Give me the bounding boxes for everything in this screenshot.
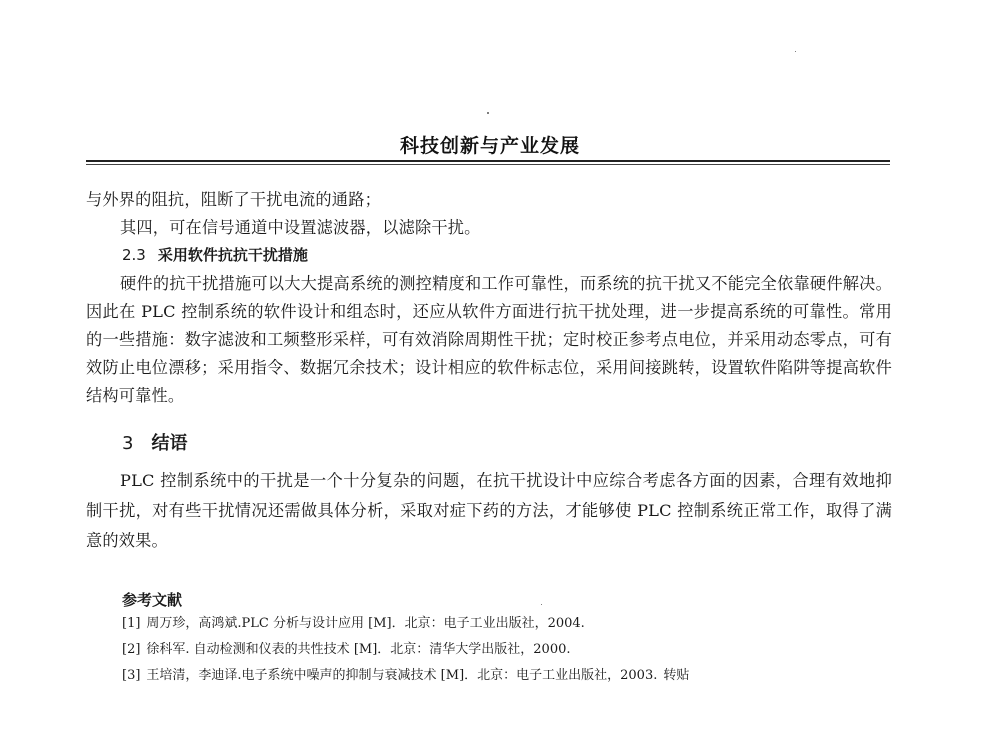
header-rule-thick bbox=[86, 160, 890, 162]
subsection-title: 采用软件抗抗干扰措施 bbox=[157, 246, 308, 264]
section-heading bbox=[122, 429, 187, 455]
subsection-number: 2.3 bbox=[122, 246, 146, 264]
reference-text: 徐科军. 自动检测和仪表的共性技术 [M]．北京：清华大学出版社，2000. bbox=[146, 642, 571, 657]
reference-index: [2] bbox=[122, 642, 141, 657]
reference-text: 周万珍，高鸿斌.PLC 分析与设计应用 [M]．北京：电子工业出版社，2004. bbox=[146, 616, 585, 631]
paragraph-conclusion: PLC 控制系统中的干扰是一个十分复杂的问题，在抗干扰设计中应综合考虑各方面的因素，合理有效地抑制干扰，对有些干扰情况还需做具体分析，采取对症下药的方法，才能够使 PLC 控制系统正常工作，取得了满意的效果。 bbox=[86, 471, 892, 550]
reference-item bbox=[122, 663, 689, 689]
paragraph-software-measures: 硬件的抗干扰措施可以大大提高系统的测控精度和工作可靠性，而系统的抗干扰又不能完全依靠硬件解决。因此在 PLC 控制系统的软件设计和组态时，还应从软件方面进行抗干扰处理，进一步提高系统的可靠性。常用的一些措施：数字滤波和工频整形采样，可有效消除周期性干扰；定时校正参考点电位，并采用动态零点，可有效防止电位漂移；采用指令、数据冗余技术；设计相应的软件标志位，采用间接跳转，设置软件陷阱等提高软件结构可靠性。 bbox=[86, 274, 892, 405]
reference-text: 王培清，李迪译.电子系统中噪声的抑制与衰减技术 [M]．北京：电子工业出版社，2003. bbox=[146, 668, 658, 683]
references-heading: 参考文献 bbox=[122, 591, 183, 609]
reference-note: 转贴 bbox=[663, 668, 690, 683]
references-list bbox=[122, 611, 689, 689]
reference-item bbox=[122, 637, 689, 663]
subsection-heading bbox=[122, 244, 308, 265]
section-number: 3 bbox=[122, 433, 134, 454]
reference-index: [1] bbox=[122, 616, 141, 631]
paragraph-point-four: 其四，可在信号通道中设置滤波器，以滤除干扰。 bbox=[120, 218, 481, 237]
reference-index: [3] bbox=[122, 668, 141, 683]
page-header-title: 科技创新与产业发展 bbox=[399, 135, 580, 157]
reference-item bbox=[122, 611, 689, 637]
header-rule-thin bbox=[86, 164, 890, 165]
section-title: 结语 bbox=[151, 433, 188, 454]
scan-speck bbox=[541, 604, 542, 605]
paragraph-fragment: 与外界的阻抗，阻断了干扰电流的通路； bbox=[86, 190, 381, 209]
scan-speck bbox=[487, 112, 489, 114]
scan-speck bbox=[795, 51, 796, 52]
